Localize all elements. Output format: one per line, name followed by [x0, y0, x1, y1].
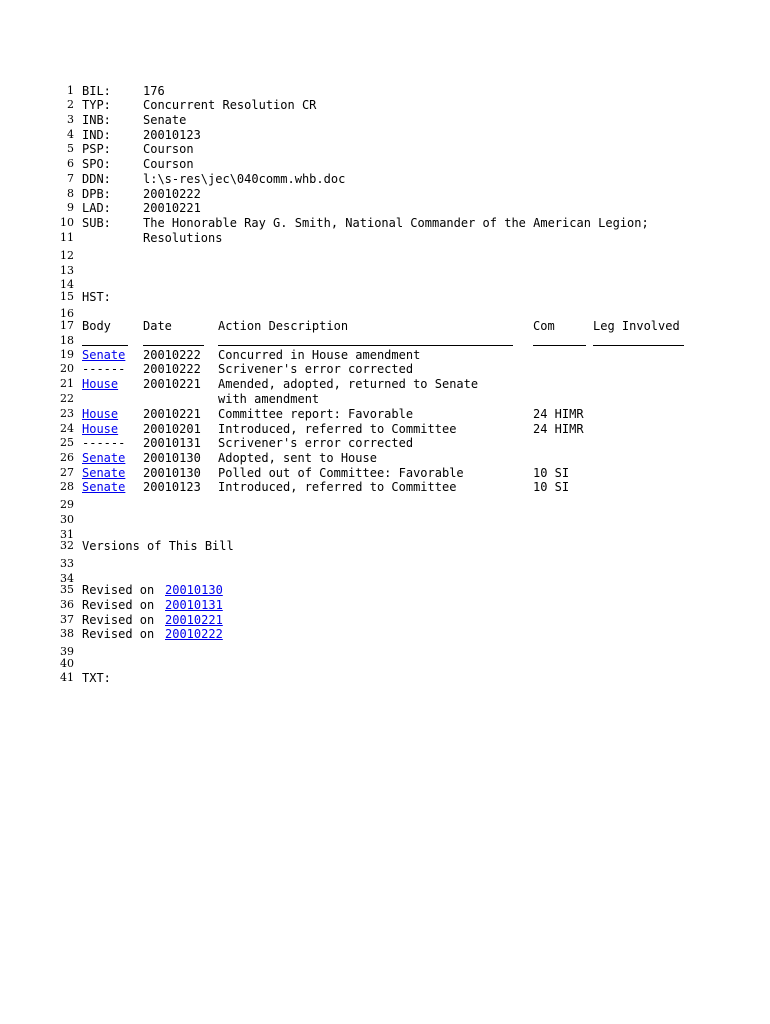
field-value: The Honorable Ray G. Smith, National Commander of the American Legion; [143, 216, 649, 230]
line-number: 27 [60, 466, 74, 479]
version-prefix: Revised on [82, 598, 155, 612]
history-com: 10 SI [533, 480, 570, 494]
line-number: 36 [60, 598, 74, 611]
field-label: SUB: [82, 216, 111, 230]
history-com: 24 HIMR [533, 422, 584, 436]
line-number: 40 [60, 657, 74, 670]
version-prefix: Revised on [82, 583, 155, 597]
field-value: 20010123 [143, 128, 201, 142]
line-number: 25 [60, 436, 74, 449]
version-link[interactable]: 20010221 [165, 613, 223, 627]
line-number: 29 [60, 498, 74, 511]
history-date: 20010222 [143, 348, 201, 362]
line-number: 32 [60, 539, 74, 552]
history-body: ------ [82, 362, 126, 376]
history-action: with amendment [218, 392, 320, 406]
line-number: 38 [60, 627, 74, 640]
line-number: 28 [60, 480, 74, 493]
field-label: INB: [82, 113, 111, 127]
version-prefix: Revised on [82, 627, 155, 641]
line-number: 16 [60, 307, 74, 320]
version-link[interactable]: 20010130 [165, 583, 223, 597]
line-number: 10 [60, 216, 74, 229]
rule-date [143, 345, 204, 346]
line-number: 7 [67, 172, 74, 185]
field-label: TYP: [82, 98, 111, 112]
field-value: 20010222 [143, 187, 201, 201]
line-number: 20 [60, 362, 74, 375]
versions-title: Versions of This Bill [82, 539, 234, 553]
header-action: Action Description [218, 319, 349, 333]
line-number: 21 [60, 377, 74, 390]
field-value: l:\s-res\jec\040comm.whb.doc [143, 172, 346, 186]
history-body-link[interactable]: Senate [82, 451, 126, 465]
history-action: Committee report: Favorable [218, 407, 414, 421]
line-number: 37 [60, 613, 74, 626]
history-com: 24 HIMR [533, 407, 584, 421]
history-date: 20010222 [143, 362, 201, 376]
line-number: 6 [67, 157, 74, 170]
history-body: ------ [82, 436, 126, 450]
line-number: 35 [60, 583, 74, 596]
line-number: 2 [67, 98, 74, 111]
field-value: Concurrent Resolution CR [143, 98, 317, 112]
line-number: 5 [67, 142, 74, 155]
line-number: 3 [67, 113, 74, 126]
history-com: 10 SI [533, 466, 570, 480]
line-number: 13 [60, 264, 74, 277]
rule-body [82, 345, 128, 346]
line-number: 17 [60, 319, 74, 332]
line-number: 22 [60, 392, 74, 405]
line-number: 14 [60, 278, 74, 291]
field-label: DDN: [82, 172, 111, 186]
history-action: Scrivener's error corrected [218, 436, 414, 450]
history-body-link[interactable]: House [82, 377, 119, 391]
line-number: 8 [67, 187, 74, 200]
rule-action [218, 345, 513, 346]
history-action: Concurred in House amendment [218, 348, 421, 362]
line-number: 26 [60, 451, 74, 464]
line-number: 39 [60, 645, 74, 658]
history-date: 20010131 [143, 436, 201, 450]
line-number: 24 [60, 422, 74, 435]
line-number: 34 [60, 572, 74, 585]
history-body-link[interactable]: Senate [82, 466, 126, 480]
history-date: 20010221 [143, 377, 201, 391]
field-label: BIL: [82, 84, 111, 98]
line-number: 11 [60, 231, 74, 244]
header-leg: Leg Involved [593, 319, 680, 333]
history-body-link[interactable]: Senate [82, 348, 126, 362]
history-date: 20010130 [143, 451, 201, 465]
field-value: Courson [143, 157, 194, 171]
history-action: Polled out of Committee: Favorable [218, 466, 464, 480]
history-action: Amended, adopted, returned to Senate [218, 377, 479, 391]
field-label: LAD: [82, 201, 111, 215]
history-date: 20010201 [143, 422, 201, 436]
field-label: SPO: [82, 157, 111, 171]
line-number: 12 [60, 249, 74, 262]
field-value: Senate [143, 113, 187, 127]
version-prefix: Revised on [82, 613, 155, 627]
line-number: 31 [60, 528, 74, 541]
history-date: 20010221 [143, 407, 201, 421]
header-com: Com [533, 319, 555, 333]
field-value: 176 [143, 84, 165, 98]
history-action: Scrivener's error corrected [218, 362, 414, 376]
line-number: 4 [67, 128, 74, 141]
header-body: Body [82, 319, 111, 333]
line-number: 23 [60, 407, 74, 420]
line-number: 19 [60, 348, 74, 361]
field-label: PSP: [82, 142, 111, 156]
history-action: Introduced, referred to Committee [218, 480, 457, 494]
subject-continuation: Resolutions [143, 231, 223, 245]
field-label: DPB: [82, 187, 111, 201]
line-number: 33 [60, 557, 74, 570]
version-link[interactable]: 20010222 [165, 627, 223, 641]
text-label: TXT: [82, 671, 111, 685]
history-body-link[interactable]: Senate [82, 480, 126, 494]
header-date: Date [143, 319, 172, 333]
rule-leg [593, 345, 684, 346]
history-body-link[interactable]: House [82, 407, 119, 421]
history-action: Adopted, sent to House [218, 451, 377, 465]
history-label: HST: [82, 290, 111, 304]
history-date: 20010123 [143, 480, 201, 494]
history-action: Introduced, referred to Committee [218, 422, 457, 436]
line-number: 9 [67, 201, 74, 214]
field-label: IND: [82, 128, 111, 142]
field-value: 20010221 [143, 201, 201, 215]
version-link[interactable]: 20010131 [165, 598, 223, 612]
history-body-link[interactable]: House [82, 422, 119, 436]
history-date: 20010130 [143, 466, 201, 480]
rule-com [533, 345, 586, 346]
line-number: 30 [60, 513, 74, 526]
line-number: 18 [60, 334, 74, 347]
field-value: Courson [143, 142, 194, 156]
line-number: 41 [60, 671, 74, 684]
line-number: 1 [67, 84, 74, 97]
line-number: 15 [60, 290, 74, 303]
